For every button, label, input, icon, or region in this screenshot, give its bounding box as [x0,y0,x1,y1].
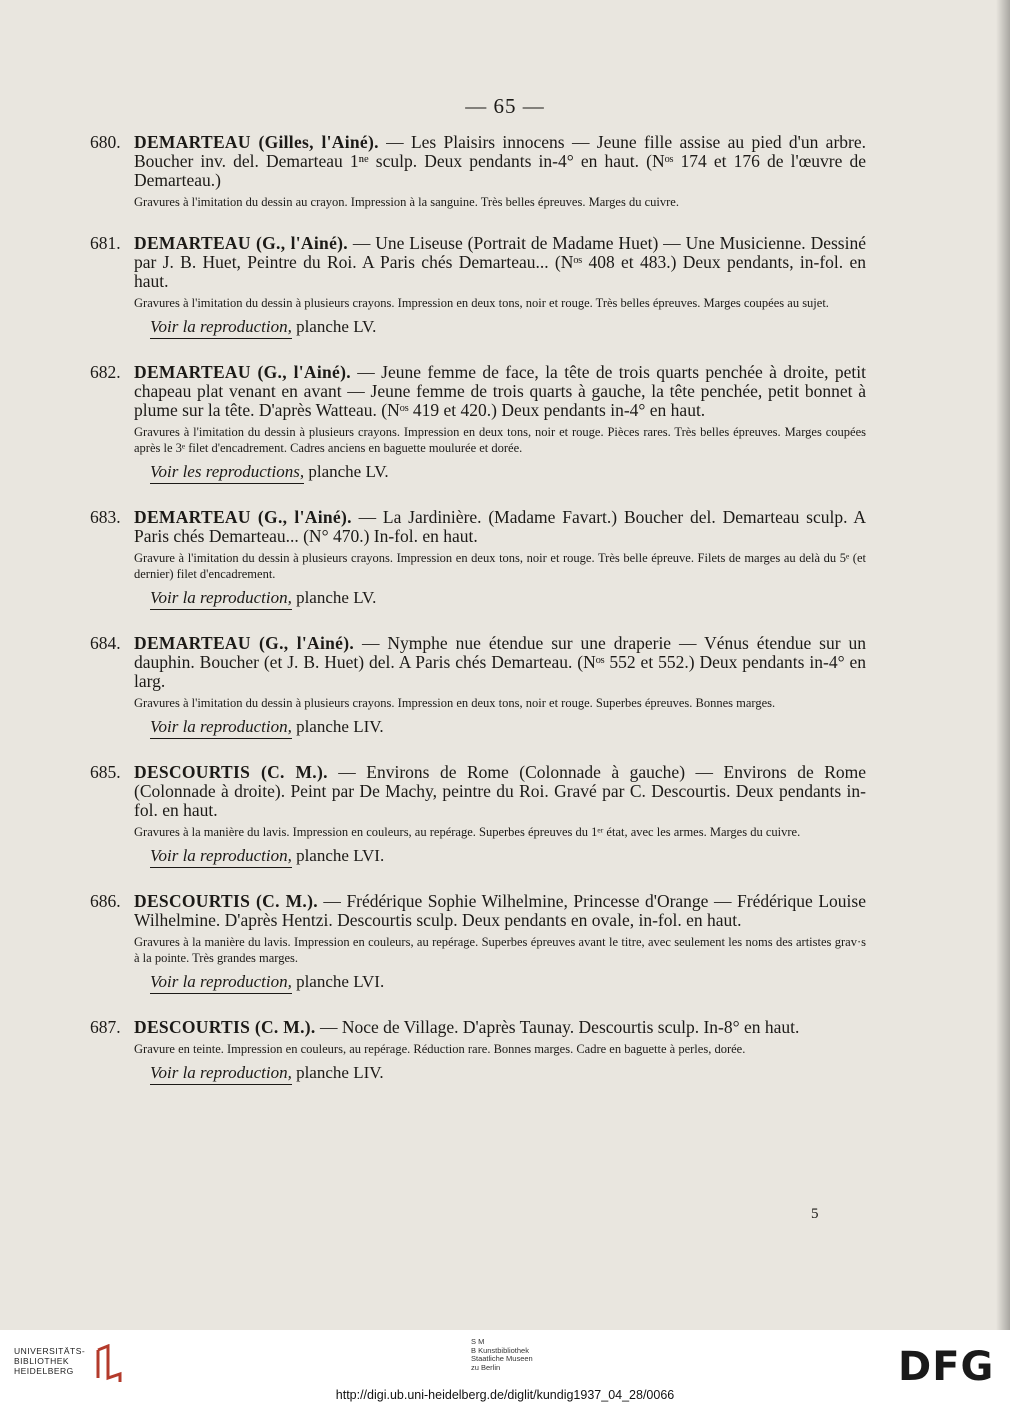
planche-label: planche LVI. [291,846,385,865]
reproduction-link[interactable]: Voir la reproduction, [150,717,292,739]
entry-artist: DESCOURTIS (C. M.). [134,762,328,782]
entry-lead [90,508,866,546]
entry-note: Gravures à la manière du lavis. Impression en couleurs, au repérage. Superbes épreuves avant le titre, avec seulement les noms des artistes grav·s à la pointe. Très grandes marges. [134,935,866,965]
page-number: — 65 — [465,94,545,118]
entry-lead [90,133,866,190]
entry-artist: DEMARTEAU (G., l'Ainé). [134,362,351,382]
catalog-entry [90,763,866,868]
catalog-entry [90,634,866,739]
entry-lead [90,1018,866,1037]
reproduction-ref [150,846,866,868]
entry-note: Gravures à la manière du lavis. Impression en couleurs, au repérage. Superbes épreuves du 1ᵉʳ état, avec les armes. Marges du cuivre. [134,825,801,839]
reproduction-ref [150,1063,866,1085]
entry-artist: DEMARTEAU (G., l'Ainé). [134,507,352,527]
entry-number: 687. [90,1017,121,1037]
entry-artist: DEMARTEAU (G., l'Ainé). [134,633,355,653]
entry-number: 680. [90,132,121,152]
source-url-link[interactable]: http://digi.ub.uni-heidelberg.de/diglit/kundig1937_04_28/0066 [335,1388,675,1402]
logo-line: S M [471,1337,485,1346]
reproduction-link[interactable]: Voir la reproduction, [150,588,292,610]
catalog-entries [90,133,866,1109]
entry-description: — Frédérique Sophie Wilhelmine, Princesse d'Orange — Frédérique Louise Wilhelmine. D'après Hentzi. Descourtis sculp. Deux pendants en ovale, in-fol. en haut. [134,891,866,930]
planche-label: planche LIV. [291,717,384,736]
planche-label: planche LV. [291,588,377,607]
catalog-entry [90,133,866,210]
logo-line: zu Berlin [471,1362,501,1372]
entry-number: 685. [90,762,121,782]
reproduction-link[interactable]: Voir la reproduction, [150,1063,292,1085]
entry-note: Gravure en teinte. Impression en couleurs, au repérage. Réduction rare. Bonnes marges. Cadre en baguette à perles, dorée. [134,1042,746,1056]
reproduction-link[interactable]: Voir la reproduction, [150,846,292,868]
entry-lead [90,234,866,291]
entry-lead [90,634,866,691]
catalog-entry [90,892,866,994]
entry-note: Gravure à l'imitation du dessin à plusieurs crayons. Impression en deux tons, noir et rouge. Très belle épreuve. Filets de marges au delà du 5ᵉ (et dernier) filet d'encadrement. [134,551,866,581]
entry-description: — Une Liseuse (Portrait de Madame Huet) — Une Musicienne. Dessiné par J. B. Huet, Peintre du Roi. A Paris chés Demarteau... (Nᵒˢ 408 et 483.) Deux pendants, in-fol. en haut. [134,233,866,291]
entry-description: — Nymphe nue étendue sur une draperie — Vénus étendue sur un dauphin. Boucher (et J. B. Huet) del. A Paris chés Demarteau. (Nᵒˢ 552 et 552.) Deux pendants in-4° en larg. [134,633,866,691]
heidelberg-library-logo[interactable] [14,1346,124,1376]
entry-lead [90,892,866,930]
reproduction-ref [150,972,866,994]
planche-label: planche LV. [291,317,377,336]
entry-note: Gravures à l'imitation du dessin à plusieurs crayons. Impression en deux tons, noir et rouge. Superbes épreuves. Bonnes marges. [134,696,776,710]
entry-description: — Noce de Village. D'après Taunay. Descourtis sculp. In-8° en haut. [315,1017,800,1037]
reproduction-link[interactable]: Voir la reproduction, [150,972,292,994]
reproduction-ref [150,317,866,339]
entry-description: — Jeune femme de face, la tête de trois quarts penchée à droite, petit chapeau plat venant en avant — Jeune femme de trois quarts à gauche, la tête penchée, petit bonnet à plume sur la tête. D'après Watteau. (Nᵒˢ 419 et 420.) Deux pendants in-4° en haut. [134,362,866,420]
entry-artist: DEMARTEAU (Gilles, l'Ainé). [134,132,379,152]
entry-lead [90,363,866,420]
catalog-entry [90,1018,866,1085]
smb-kunstbibliothek-logo[interactable] [471,1338,571,1372]
reproduction-link[interactable]: Voir la reproduction, [150,317,292,339]
reproduction-link[interactable]: Voir les reproductions, [150,462,304,484]
catalog-entry [90,234,866,339]
entry-lead [90,763,866,820]
logo-line: B Kunstbibliothek [471,1345,529,1355]
logo-line: BIBLIOTHEK [14,1356,70,1366]
entry-description: — Les Plaisirs innocens — Jeune fille assise au pied d'un arbre. Boucher inv. del. Demarteau 1ⁿᵉ sculp. Deux pendants in-4° en haut. (Nᵒˢ 174 et 176 de l'œuvre de Demarteau.) [134,132,866,190]
digitization-footer [0,1330,1010,1405]
logo-line: Staatliche Museen [471,1354,533,1363]
reproduction-ref [150,462,866,484]
entry-number: 686. [90,891,121,911]
planche-label: planche LVI. [291,972,385,991]
entry-description: — La Jardinière. (Madame Favart.) Boucher del. Demarteau sculp. A Paris chés Demarteau... (N° 470.) In-fol. en haut. [134,507,866,546]
catalog-entry [90,508,866,610]
entry-number: 682. [90,362,121,382]
reproduction-ref [150,588,866,610]
library-emblem-icon [94,1344,124,1384]
sheet-signature-number: 5 [811,1206,819,1222]
entry-number: 684. [90,633,121,653]
entry-number: 681. [90,233,121,253]
entry-artist: DESCOURTIS (C. M.). [134,1017,316,1037]
entry-artist: DEMARTEAU (G., l'Ainé). [134,233,348,253]
planche-label: planche LV. [304,462,389,481]
dfg-logo[interactable]: DFG [898,1344,995,1390]
planche-label: planche LIV. [291,1063,384,1082]
catalog-entry [90,363,866,484]
entry-number: 683. [90,507,121,527]
entry-description: — Environs de Rome (Colonnade à gauche) — Environs de Rome (Colonnade à droite). Peint par De Machy, peintre du Roi. Gravé par C. Descourtis. Deux pendants in-fol. en haut. [134,762,867,820]
logo-line: UNIVERSITÄTS- [14,1346,86,1356]
entry-note: Gravures à l'imitation du dessin à plusieurs crayons. Impression en deux tons, noir et rouge. Pièces rares. Très belles épreuves. Marges coupées après le 3ᵉ filet d'encadrement. Cadres anciens en baguette moulurée et dorée. [134,425,866,455]
logo-line: HEIDELBERG [14,1366,74,1376]
reproduction-ref [150,717,866,739]
entry-artist: DESCOURTIS (C. M.). [134,891,318,911]
entry-note: Gravures à l'imitation du dessin au crayon. Impression à la sanguine. Très belles épreuves. Marges du cuivre. [134,195,679,209]
entry-note: Gravures à l'imitation du dessin à plusieurs crayons. Impression en deux tons, noir et rouge. Très belles épreuves. Marges coupées au sujet. [134,296,829,310]
